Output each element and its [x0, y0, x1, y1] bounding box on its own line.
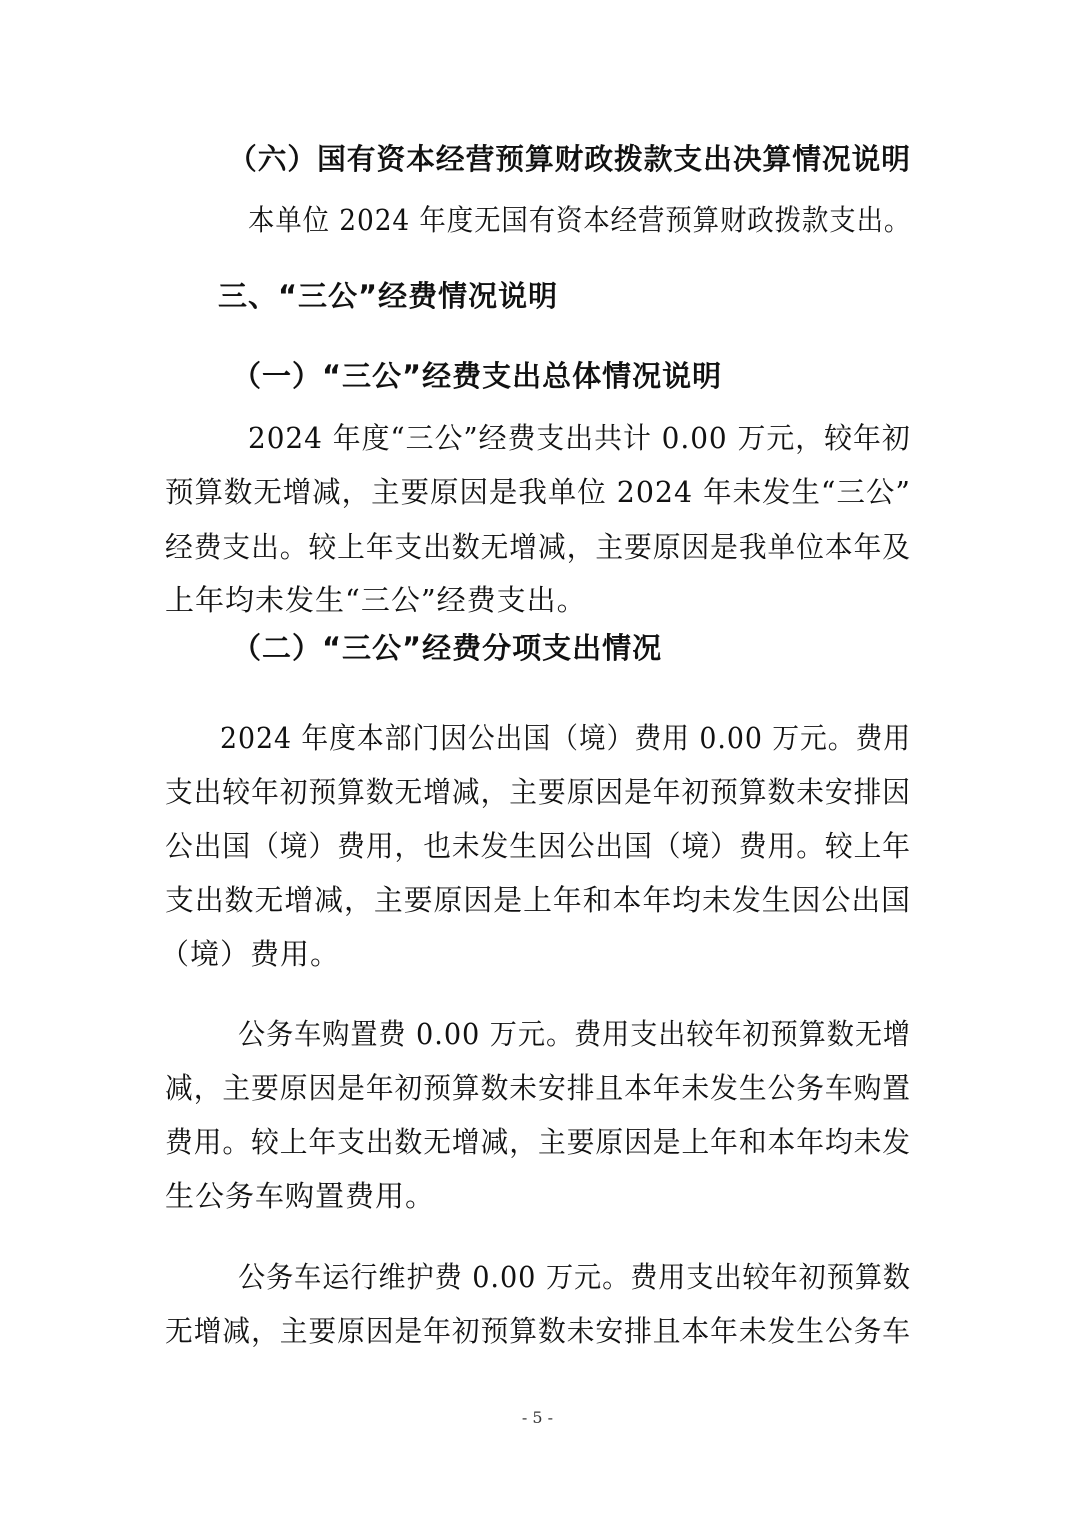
page-number: - 5 -: [521, 1408, 554, 1427]
paragraph-line: 公务车运行维护费 0.00 万元。费用支出较年初预算数: [238, 1260, 912, 1294]
paragraph-line: 2024 年度本部门因公出国（境）费用 0.00 万元。费用: [220, 721, 912, 755]
paragraph-line: 经费支出。较上年支出数无增减，主要原因是我单位本年及: [165, 530, 912, 564]
paragraph-line: 减，主要原因是年初预算数未安排且本年未发生公务车购置: [165, 1071, 912, 1105]
paragraph-line: 生公务车购置费用。: [165, 1179, 436, 1213]
paragraph-line: 上年均未发生“三公”经费支出。: [165, 583, 587, 617]
paragraph-line: 费用。较上年支出数无增减，主要原因是上年和本年均未发: [165, 1125, 912, 1159]
section-3-2-heading: （二）“三公”经费分项支出情况: [232, 631, 663, 665]
paragraph-line: 支出较年初预算数无增减，主要原因是年初预算数未安排因: [165, 775, 912, 809]
paragraph-line: 无增减，主要原因是年初预算数未安排且本年未发生公务车: [165, 1314, 912, 1348]
paragraph-line: 公出国（境）费用，也未发生因公出国（境）费用。较上年: [165, 829, 912, 863]
paragraph-line: 公务车购置费 0.00 万元。费用支出较年初预算数无增: [238, 1017, 912, 1051]
paragraph-line: 预算数无增减，主要原因是我单位 2024 年未发生“三公”: [165, 475, 911, 509]
section-3-heading: 三、“三公”经费情况说明: [218, 279, 559, 313]
paragraph-line: 支出数无增减，主要原因是上年和本年均未发生因公出国: [165, 883, 912, 917]
section-3-1-heading: （一）“三公”经费支出总体情况说明: [232, 359, 723, 393]
paragraph-line: （境）费用。: [160, 937, 341, 971]
paragraph-line: 2024 年度“三公”经费支出共计 0.00 万元，较年初: [248, 421, 911, 455]
section-6-heading: （六）国有资本经营预算财政拨款支出决算情况说明: [228, 142, 912, 176]
section-6-body: 本单位 2024 年度无国有资本经营预算财政拨款支出。: [248, 203, 912, 237]
